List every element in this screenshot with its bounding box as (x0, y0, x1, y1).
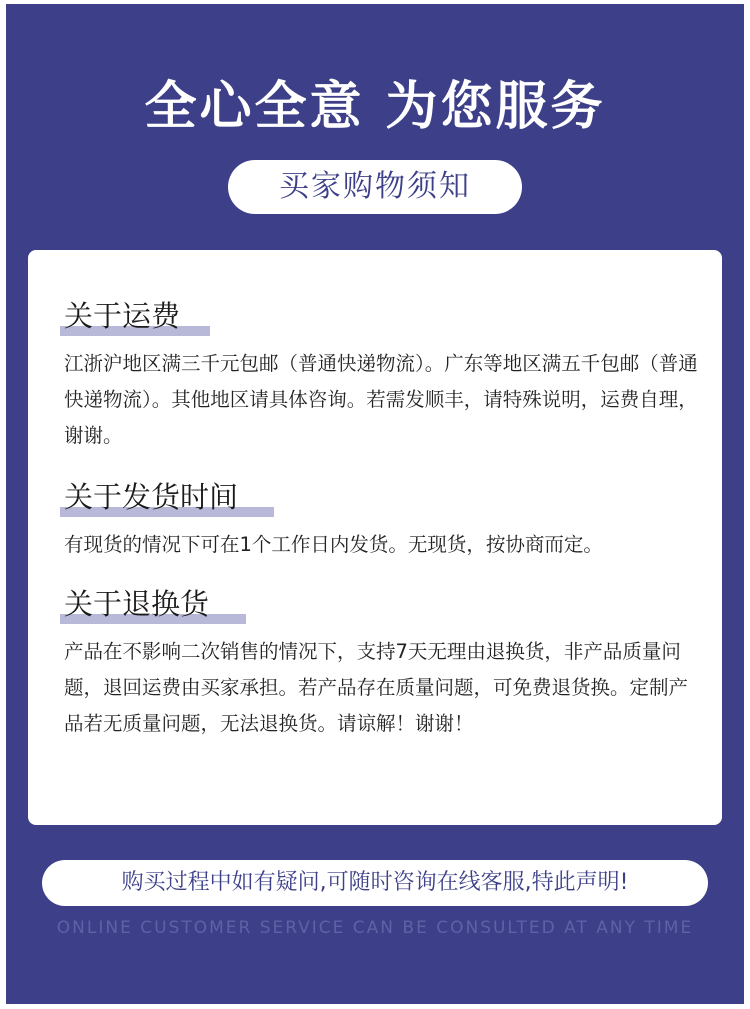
section-title-shipping-fee (64, 298, 180, 338)
section-body-shipping-fee: 江浙沪地区满三千元包邮（普通快递物流）。广东等地区满五千包邮（普通快递物流）。其他地区请具体咨询。若需发顺丰，请特殊说明，运费自理，谢谢。 (64, 352, 698, 447)
footer-english-caption: ONLINE CUSTOMER SERVICE CAN BE CONSULTED AT ANY TIME (56, 918, 694, 938)
section-title-text: 关于运费 (64, 299, 181, 333)
section-body-delivery-time: 有现货的情况下可在1个工作日内发货。无现货，按协商而定。 (64, 533, 603, 556)
section-body-returns: 产品在不影响二次销售的情况下，支持7天无理由退换货，非产品质量问题，退回运费由买家承担。若产品存在质量问题，可免费退货换。定制产品若无质量问题，无法退换货。请谅解！谢谢！ (64, 640, 689, 735)
section-title-text: 关于发货时间 (64, 480, 239, 514)
section-title-text: 关于退换货 (64, 587, 210, 621)
section-title-delivery-time (64, 479, 238, 519)
subtitle-pill: 买家购物须知 (228, 160, 522, 214)
notice-card (28, 250, 722, 825)
section-title-returns (64, 586, 209, 626)
footer-notice-pill: 购买过程中如有疑问,可随时咨询在线客服,特此声明! (42, 860, 708, 906)
headline: 全心全意 为您服务 (144, 77, 606, 137)
